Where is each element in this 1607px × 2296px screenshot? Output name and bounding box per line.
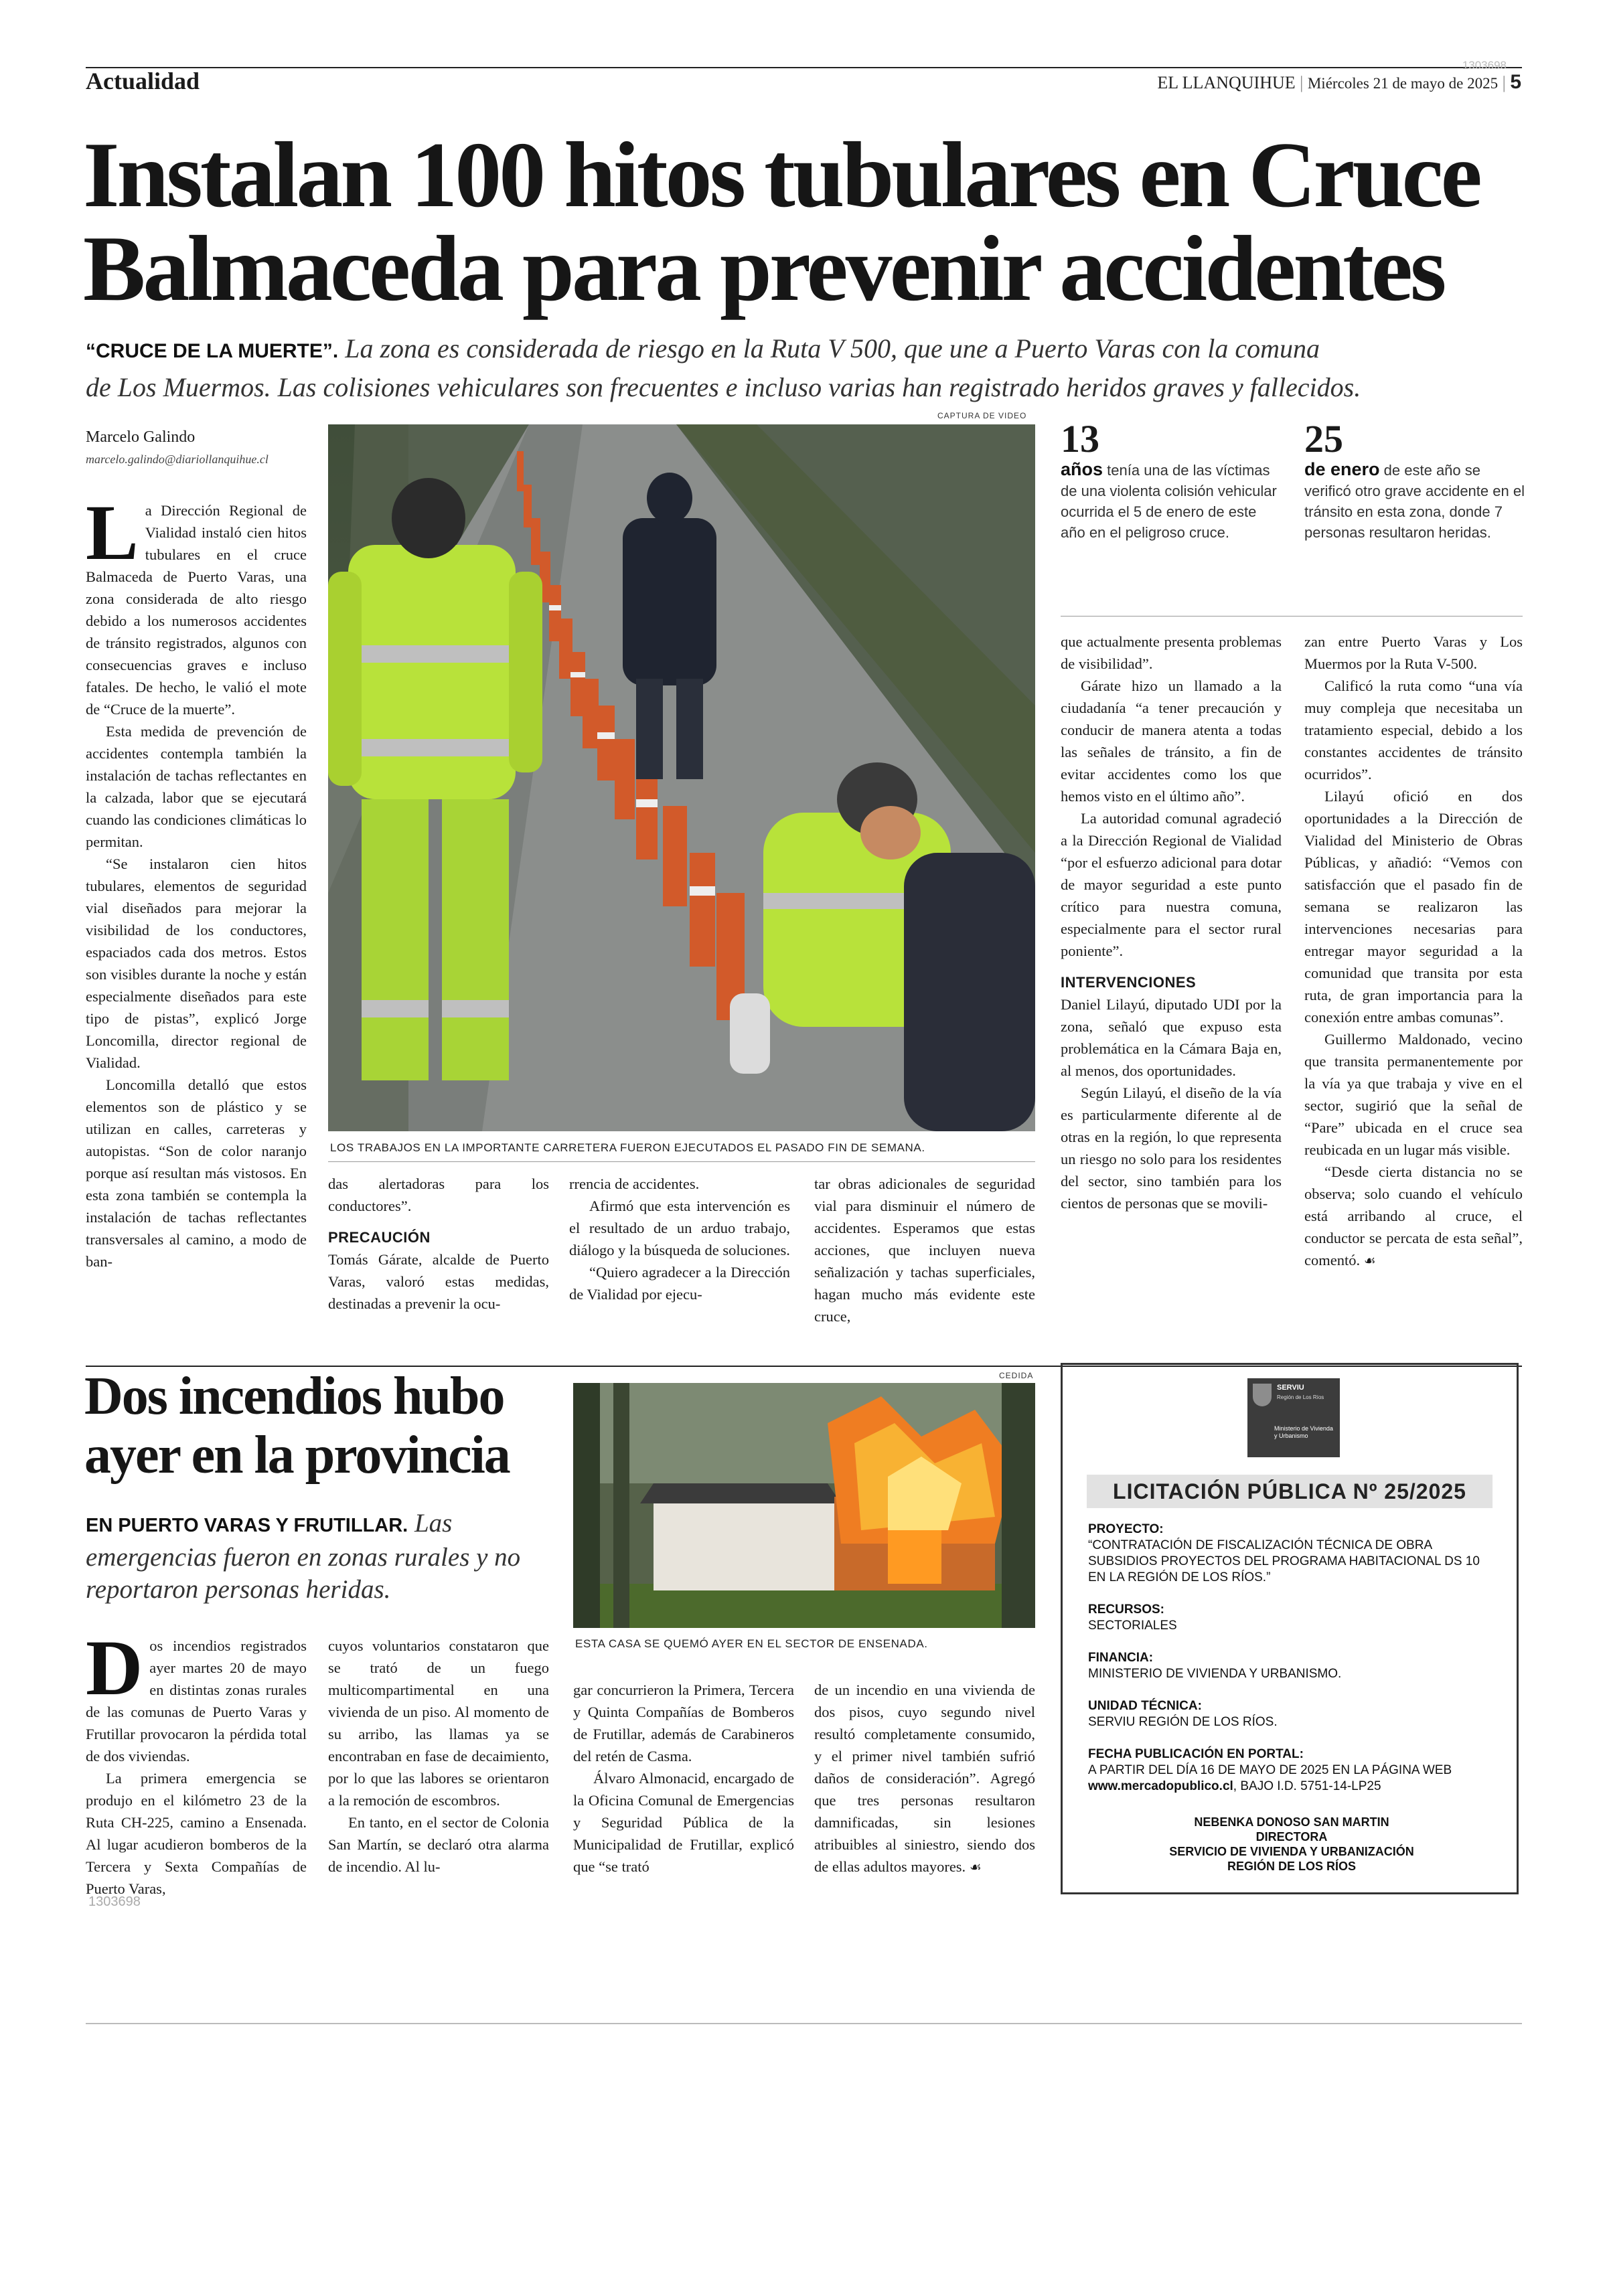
burning-house-image <box>573 1383 1035 1628</box>
header-right: EL LLANQUIHUE | Miércoles 21 de mayo de 2025 | 5 <box>1157 71 1521 93</box>
stat-text: tenía una de las víctimas de una violenta colisión vehicular ocurrida el 5 de enero de este año en el peligroso cruce. <box>1061 462 1277 541</box>
paragraph: Afirmó que esta intervención es el resultado de un arduo trabajo, diálogo y la búsqueda de soluciones. <box>569 1198 790 1258</box>
paragraph: Álvaro Almonacid, encargado de la Oficina Comunal de Emergencias y Seguridad Pública de la Municipalidad de Frutillar, explicó que “se trató <box>573 1770 794 1875</box>
photo-caption-2: ESTA CASA SE QUEMÓ AYER EN EL SECTOR DE ENSENADA. <box>575 1637 928 1650</box>
paragraph: os incendios registrados ayer martes 20 de mayo en distintas zonas rurales de las comunas de Puerto Varas y Frutillar provocaron la pérdida total de dos viviendas. <box>86 1637 307 1765</box>
headline-2-line1: Dos incendios hubo <box>84 1367 504 1426</box>
clipping-code: 1303698 <box>1462 59 1507 72</box>
paragraph: La primera emergencia se produjo en el kilómetro 23 de la Ruta CH-225, camino a Ensenada. Al lugar acudieron bomberos de la Tercera y Sexta Compañías de Puerto Varas, <box>86 1770 307 1897</box>
lede-2 <box>86 1507 554 1606</box>
lede-2-text: Las emergencias fueron en zonas rurales y no reportaron personas heridas. <box>86 1509 521 1604</box>
article1-column-2 <box>328 1173 549 1315</box>
stat-lead: años <box>1061 459 1103 479</box>
paragraph: En tanto, en el sector de Colonia San Martín, se declaró otra alarma de incendio. Al lu- <box>328 1814 549 1875</box>
signature-role: DIRECTORA <box>1255 1830 1328 1843</box>
paragraph: Esta medida de prevención de accidentes contempla también la instalación de tachas reflectantes en la calzada, labor que se ejecutará cuando las condiciones climáticas lo permitan. <box>86 723 307 850</box>
paragraph: Calificó la ruta como “una vía muy compleja que necesitaba un tratamiento especial, debido a los constantes accidentes de tránsito ocurridos”. <box>1304 677 1523 783</box>
author-email[interactable]: marcelo.galindo@diariollanquihue.cl <box>86 453 269 466</box>
paragraph: Daniel Lilayú, diputado UDI por la zona, señaló que expuso esta problemática en la Cámara Baja en, al menos, dos oportunidades. <box>1061 996 1282 1079</box>
financia-label: FINANCIA: <box>1088 1651 1154 1665</box>
mercadopublico-link[interactable]: www.mercadopublico.cl <box>1088 1779 1233 1793</box>
stat-box-25 <box>1304 419 1525 543</box>
public-tender-ad <box>1061 1363 1519 1894</box>
end-mark-icon: ☙ <box>969 1859 982 1875</box>
main-photo <box>328 424 1035 1131</box>
logo-text-1: SERVIU <box>1277 1384 1304 1392</box>
signature-name: NEBENKA DONOSO SAN MARTIN <box>1194 1815 1389 1829</box>
issue-date: Miércoles 21 de mayo de 2025 <box>1307 75 1499 92</box>
headline <box>83 123 1529 321</box>
photo-caption: LOS TRABAJOS EN LA IMPORTANTE CARRETERA FUERON EJECUTADOS EL PASADO FIN DE SEMANA. <box>330 1141 925 1154</box>
paragraph: das alertadoras para los conductores”. <box>328 1175 549 1214</box>
paper-name: EL LLANQUIHUE <box>1157 73 1296 92</box>
headline-2-line2: ayer en la provincia <box>84 1426 510 1485</box>
paragraph: gar concurrieron la Primera, Tercera y Quinta Compañías de Bomberos de Frutillar, además de Carabineros del retén de Casma. <box>573 1682 794 1765</box>
paragraph: rrencia de accidentes. <box>569 1175 700 1192</box>
unidad-label: UNIDAD TÉCNICA: <box>1088 1699 1202 1713</box>
stat-box-13 <box>1061 419 1282 543</box>
article2-column-4 <box>814 1679 1035 1878</box>
kicker-2: EN PUERTO VARAS Y FRUTILLAR. <box>86 1515 408 1536</box>
chile-shield-icon <box>1253 1384 1272 1406</box>
fecha-label: FECHA PUBLICACIÓN EN PORTAL: <box>1088 1747 1304 1761</box>
paragraph: “Se instalaron cien hitos tubulares, elementos de seguridad vial diseñados para mejorar la visibilidad de los conductores, espaciados cada dos metros. Estos son visibles durante la noche y están especialmente diseñados para este tipo de pistas”, explicó Jorge Loncomilla, director regional de Vialidad. <box>86 855 307 1071</box>
paragraph: Lilayú ofició en dos oportunidades a la Dirección de Vialidad del Ministerio de Obras Públicas, y añadió: “Vemos con satisfacción que el pasado fin de semana se realizaron las intervenciones necesarias para entregar mayor seguridad a la comunidad que transita por esta ruta, de gran importancia para la conexión entre ambas comunas”. <box>1304 788 1523 1026</box>
stat-lead: de enero <box>1304 459 1380 479</box>
road-workers-image <box>328 424 1035 1131</box>
photo-credit-2: CEDIDA <box>999 1371 1034 1380</box>
article2-column-2 <box>328 1635 549 1878</box>
logo-text-3: Ministerio de Vivienda y Urbanismo <box>1274 1425 1333 1439</box>
recursos-value: SECTORIALES <box>1088 1619 1177 1633</box>
drop-cap: L <box>86 489 139 576</box>
paragraph: cuyos voluntarios constataron que se trató de un fuego multicompartimental en una vivienda de un piso. Al momento de su arribo, las llamas ya se encontraban en fase de decaimiento, por lo que las labores se orientaron a la remoción de escombros. <box>328 1637 549 1809</box>
kicker: “CRUCE DE LA MUERTE”. <box>86 340 339 362</box>
lede <box>86 331 1519 406</box>
headline-line2: Balmaceda para prevenir accidentes <box>83 217 1444 321</box>
clipping-code-2: 1303698 <box>88 1894 141 1909</box>
signature-org: SERVICIO DE VIVIENDA Y URBANIZACIÓN <box>1169 1845 1414 1858</box>
stat-text: de este año se verificó otro grave accidente en el tránsito en esta zona, donde 7 personas resultaron heridas. <box>1304 462 1525 541</box>
signature-region: REGIÓN DE LOS RÍOS <box>1227 1860 1357 1873</box>
drop-cap-2: D <box>86 1624 143 1712</box>
end-mark-icon: ☙ <box>1363 1252 1376 1268</box>
stat-number: 25 <box>1304 417 1343 461</box>
article1-column-5 <box>1061 631 1282 1214</box>
photo-credit: CAPTURA DE VIDEO <box>937 411 1027 420</box>
article1-column-4 <box>814 1173 1035 1327</box>
stat-number: 13 <box>1061 417 1099 461</box>
fecha-id: , BAJO I.D. 5751-14-LP25 <box>1233 1779 1381 1793</box>
article1-column-3 <box>569 1173 790 1305</box>
article1-column-1 <box>86 489 307 1273</box>
paragraph: que actualmente presenta problemas de visibilidad”. <box>1061 633 1282 672</box>
subhead-precaucion: PRECAUCIÓN <box>328 1229 431 1246</box>
fecha-value: A PARTIR DEL DÍA 16 DE MAYO DE 2025 EN LA PÁGINA WEB <box>1088 1763 1452 1777</box>
logo-text-2: Región de Los Ríos <box>1277 1394 1324 1400</box>
tender-banner: LICITACIÓN PÚBLICA Nº 25/2025 <box>1087 1475 1493 1508</box>
headline-line1: Instalan 100 hitos tubulares en Cruce <box>83 123 1480 227</box>
proyecto-label: PROYECTO: <box>1088 1522 1164 1536</box>
subhead-intervenciones: INTERVENCIONES <box>1061 974 1197 991</box>
paragraph: zan entre Puerto Varas y Los Muermos por la Ruta V-500. <box>1304 633 1523 672</box>
paragraph: a Dirección Regional de Vialidad instaló cien hitos tubulares en el cruce Balmaceda de Puerto Varas, una zona considerada de alto riesgo debido a los numerosos accidentes de tránsito registrados, algunos con consecuencias graves e incluso fatales. De hecho, le valió el mote de “Cruce de la muerte”. <box>86 502 307 718</box>
paragraph: Loncomilla detalló que estos elementos son de plástico y se utilizan en calles, carreteras y autopistas. “Son de color naranjo porque así resultan más vistosos. En esta zona también se contempla la instalación de tachas reflectantes transversales al camino, a modo de ban- <box>86 1076 307 1270</box>
lede-line1: La zona es considerada de riesgo en la Ruta V 500, que une a Puerto Varas con la comuna <box>345 333 1320 363</box>
serviu-logo <box>1247 1378 1340 1457</box>
recursos-label: RECURSOS: <box>1088 1603 1165 1617</box>
paragraph: Guillermo Maldonado, vecino que transita permanentemente por la vía ya que trabaja y vive en el sector, sugirió que la señal de “Pare” ubicada en el cruce sea reubicada en un lugar más visible. <box>1304 1031 1523 1158</box>
paragraph: Según Lilayú, el diseño de la vía es particularmente diferente al de otras en la región, lo que representa un riesgo no solo para los residentes del sector, sino también para los cientos de personas que se movili- <box>1061 1084 1282 1212</box>
section-label: Actualidad <box>86 68 200 94</box>
paragraph: tar obras adicionales de seguridad vial para disminuir el número de accidentes. Esperamos que estas acciones, que incluyen nueva señalización y tachas superficiales, hagan mucho más evidente este cruce, <box>814 1175 1035 1325</box>
paragraph: “Quiero agradecer a la Dirección de Vialidad por ejecu- <box>569 1264 790 1303</box>
article1-column-6 <box>1304 631 1523 1272</box>
headline-2 <box>84 1367 553 1485</box>
ad-details <box>1088 1522 1495 1874</box>
article2-column-3 <box>573 1679 794 1878</box>
author: Marcelo Galindo <box>86 428 196 446</box>
paragraph: “Desde cierta distancia no se observa; solo cuando el vehículo está arribando al cruce, el conductor se percata de esta señal”, comentó. <box>1304 1163 1523 1268</box>
page-number: 5 <box>1510 71 1521 93</box>
paragraph: de un incendio en una vivienda de dos pisos, cuyo segundo nivel resultó completamente consumido, y el primer nivel también sufrió daños de consideración”. Agregó que tres personas resultaron damnificadas, sin lesiones atribuibles al siniestro, siendo dos de ellas adultos mayores. <box>814 1682 1035 1875</box>
paragraph: Tomás Gárate, alcalde de Puerto Varas, valoró estas medidas, destinadas a prevenir la ocu- <box>328 1251 549 1312</box>
article2-column-1 <box>86 1624 307 1900</box>
financia-value: MINISTERIO DE VIVIENDA Y URBANISMO. <box>1088 1667 1342 1681</box>
paragraph: Gárate hizo un llamado a la ciudadanía “a tener precaución y conducir de manera atenta a todas las señales de tránsito, a fin de evitar accidentes como los que hemos visto en el último año”. <box>1061 677 1282 805</box>
paragraph: La autoridad comunal agradeció a la Dirección Regional de Vialidad “por el esfuerzo adicional para dotar de mayor seguridad a este punto crítico para nuestra comuna, especialmente para el sector rural poniente”. <box>1061 810 1282 959</box>
unidad-value: SERVIU REGIÓN DE LOS RÍOS. <box>1088 1715 1278 1729</box>
fire-photo <box>573 1383 1035 1628</box>
proyecto-value: “CONTRATACIÓN DE FISCALIZACIÓN TÉCNICA DE OBRA SUBSIDIOS PROYECTOS DEL PROGRAMA HABITACIONAL DS 10 EN LA REGIÓN DE LOS RÍOS.” <box>1088 1538 1480 1584</box>
lede-line2: de Los Muermos. Las colisiones vehiculares son frecuentes e incluso varias han registrado heridos graves y fallecidos. <box>86 372 1361 402</box>
